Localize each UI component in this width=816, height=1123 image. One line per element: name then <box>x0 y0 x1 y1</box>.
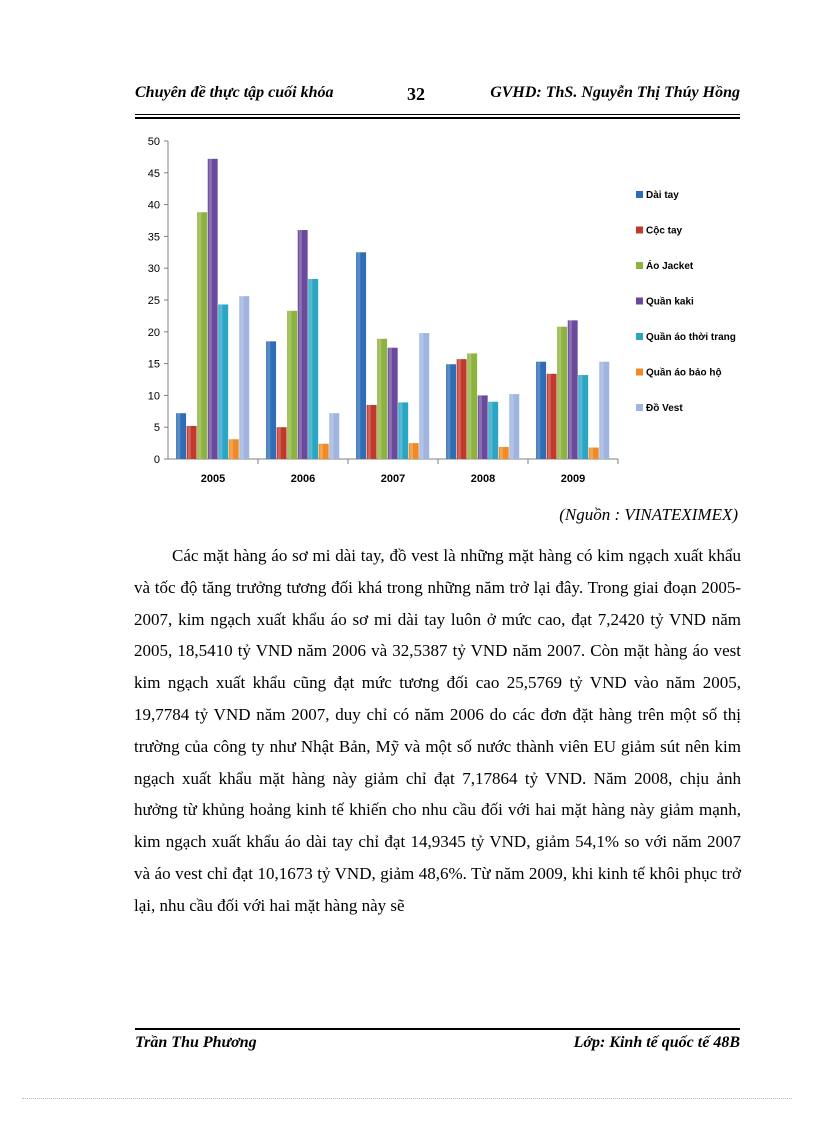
legend-label: Cộc tay <box>646 225 683 237</box>
bar-highlight <box>299 230 302 459</box>
footer-rule <box>135 1028 740 1030</box>
x-tick-label: 2008 <box>470 473 496 485</box>
y-tick-label: 50 <box>147 136 160 148</box>
header-title: Chuyên đề thực tập cuối khóa <box>135 84 334 101</box>
legend-label: Áo Jacket <box>646 261 694 272</box>
legend-swatch <box>636 333 643 340</box>
x-tick-label: 2009 <box>560 473 586 485</box>
legend-label: Quần áo thời trang <box>646 332 736 343</box>
bar-highlight <box>330 413 333 459</box>
x-tick-label: 2007 <box>380 473 406 485</box>
legend-label: Dài tay <box>646 190 679 201</box>
bar-highlight <box>579 375 582 459</box>
bar-highlight <box>320 444 323 459</box>
bar-highlight <box>309 279 312 459</box>
bar-highlight <box>548 374 551 459</box>
y-tick-label: 30 <box>147 263 160 276</box>
legend-swatch <box>636 191 643 198</box>
bar-highlight <box>389 348 392 459</box>
bar-highlight <box>368 405 371 459</box>
y-tick-label: 20 <box>147 326 160 339</box>
bar-highlight <box>209 159 212 459</box>
bar-highlight <box>569 320 572 459</box>
page-header <box>135 84 740 108</box>
bar-highlight <box>500 447 503 459</box>
bar-highlight <box>468 353 471 459</box>
legend-swatch <box>636 262 643 269</box>
bar-highlight <box>489 402 492 459</box>
footer-author: Trần Thu Phương <box>135 1034 257 1051</box>
page-number: 32 <box>407 84 425 104</box>
bar-highlight <box>378 339 381 459</box>
page-bottom-dotted-line <box>22 1098 792 1099</box>
page-footer <box>135 1034 740 1058</box>
y-tick-label: 35 <box>147 231 160 244</box>
legend-swatch <box>636 369 643 376</box>
body-paragraph: Các mặt hàng áo sơ mi dài tay, đồ vest là những mặt hàng có kim ngạch xuất khẩu và tốc độ tăng trưởng tương đối khá trong những năm trở lại đây. Trong giai đoạn 2005-2007, kim ngạch xuất khẩu áo sơ mi dài tay luôn ở mức cao, đạt 7,2420 tỷ VND năm 2005, 18,5410 tỷ VND năm 2006 và 32,5387 tỷ VND năm 2007. Còn mặt hàng áo vest kim ngạch xuất khẩu cũng đạt mức tương đối cao 25,5769 tỷ VND vào năm 2005, 19,7784 tỷ VND năm 2007, duy chỉ có năm 2006 do các đơn đặt hàng trên một số thị trường của công ty như Nhật Bản, Mỹ và một số nước thành viên EU giảm sút nên kim ngạch xuất khẩu mặt hàng này giảm chỉ đạt 7,17864 tỷ VND. Năm 2008, chịu ảnh hưởng từ khủng hoảng kinh tế khiến cho nhu cầu đối với hai mặt hàng này giảm mạnh, kim ngạch xuất khẩu áo dài tay chỉ đạt 14,9345 tỷ VND, giảm 54,1% so với năm 2007 và áo vest chỉ đạt 10,1673 tỷ VND, giảm 48,6%. Từ năm 2009, khi kinh tế khôi phục trở lại, nhu cầu đối với hai mặt hàng này sẽ <box>134 546 741 915</box>
chart-source: (Nguồn : VINATEXIMEX) <box>559 505 738 524</box>
bar-highlight <box>357 252 360 459</box>
legend-swatch <box>636 404 643 411</box>
bar-highlight <box>399 402 402 459</box>
y-tick-label: 25 <box>147 295 160 307</box>
bar-highlight <box>447 364 450 459</box>
header-supervisor: GVHD: ThS. Nguyễn Thị Thúy Hồng <box>490 84 740 101</box>
bar-highlight <box>230 439 233 459</box>
legend-label: Quần áo bảo hộ <box>646 367 722 379</box>
y-tick-label: 0 <box>153 454 160 466</box>
header-rule-thick <box>135 117 740 119</box>
bar-highlight <box>458 359 461 459</box>
legend-label: Quần kaki <box>646 296 694 308</box>
bar-highlight <box>600 362 603 459</box>
export-bar-chart <box>135 125 740 500</box>
chart-svg <box>135 125 740 500</box>
footer-class: Lớp: Kinh tế quốc tế 48B <box>573 1034 740 1051</box>
header-rule-thin <box>135 114 740 115</box>
bar-highlight <box>188 426 191 459</box>
bar-highlight <box>198 212 201 459</box>
bar-highlight <box>267 341 270 459</box>
bar-highlight <box>219 304 222 459</box>
y-tick-label: 10 <box>147 390 160 403</box>
bar-highlight <box>240 296 243 459</box>
bar-highlight <box>420 333 423 459</box>
bar-highlight <box>590 448 593 459</box>
y-tick-label: 40 <box>147 199 160 212</box>
y-tick-label: 45 <box>147 167 160 180</box>
bar-highlight <box>278 427 281 459</box>
bar-highlight <box>410 443 413 459</box>
bar-highlight <box>288 311 291 459</box>
bar-highlight <box>510 394 513 459</box>
y-tick-label: 5 <box>153 422 160 435</box>
legend-swatch <box>636 227 643 234</box>
y-tick-label: 15 <box>147 358 160 371</box>
x-tick-label: 2006 <box>290 473 316 485</box>
bar-highlight <box>479 395 482 459</box>
legend-label: Đồ Vest <box>646 403 683 414</box>
bar-highlight <box>177 413 180 459</box>
legend-swatch <box>636 298 643 305</box>
x-tick-label: 2005 <box>200 473 226 485</box>
bar-highlight <box>558 327 561 459</box>
bar-highlight <box>537 362 540 459</box>
